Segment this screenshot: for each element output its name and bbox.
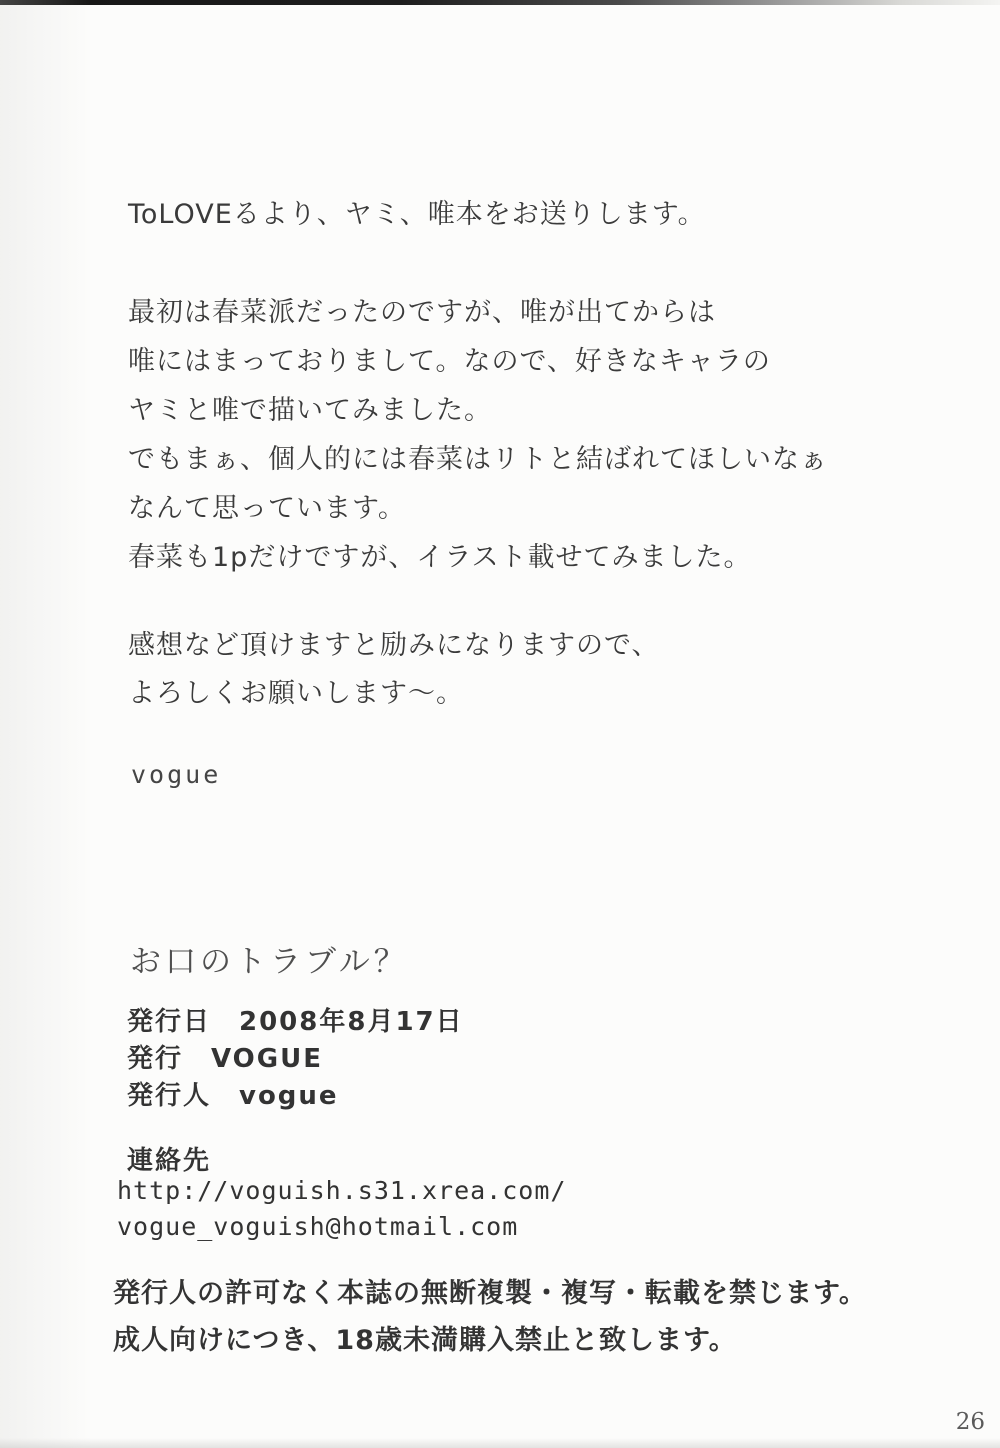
afterword-body-line: 唯にはまっておりまして。なので、好きなキャラの — [128, 346, 771, 377]
afterword-body-line: でもまぁ、個人的には春菜はリトと結ばれてほしいなぁ — [128, 444, 828, 475]
afterword-body-line: なんて思っています。 — [128, 493, 406, 524]
afterword-closing-line: 感想など頂けますと励みになりますので、 — [128, 630, 660, 661]
afterword-closing — [128, 622, 659, 718]
copyright-notice-line: 発行人の許可なく本誌の無断複製・複写・転載を禁じます。 — [113, 1278, 867, 1309]
scan-bottom-shading — [0, 1438, 1000, 1448]
age-restriction-line: 成人向けにつき、18歳未満購入禁止と致します。 — [113, 1325, 737, 1356]
publisher-person-line: 発行人 vogue — [127, 1081, 339, 1111]
scan-left-shading — [0, 0, 90, 1448]
afterword-body-line: 春菜も1pだけですが、イラスト載せてみました。 — [128, 542, 752, 573]
email-address: vogue_voguish@hotmail.com — [117, 1212, 519, 1241]
website-url: http://voguish.s31.xrea.com/ — [117, 1176, 567, 1205]
doujin-title: お口のトラブル？ — [130, 944, 409, 980]
publisher-line: 発行 VOGUE — [127, 1044, 323, 1074]
author-signature: vogue — [131, 760, 222, 789]
afterword-body — [128, 288, 828, 582]
publication-date-line: 発行日 2008年8月17日 — [127, 1007, 464, 1037]
contact-label: 連絡先 — [127, 1146, 212, 1176]
afterword-closing-line: よろしくお願いします～。 — [128, 678, 464, 709]
afterword-body-line: ヤミと唯で描いてみました。 — [128, 395, 492, 426]
copyright-notice — [113, 1270, 867, 1364]
scan-top-edge-artifact — [0, 0, 1000, 5]
afterword-body-line: 最初は春菜派だったのですが、唯が出てからは — [128, 297, 716, 328]
page-number: 26 — [955, 1409, 985, 1435]
publication-info — [127, 1004, 464, 1115]
afterword-intro-line: ToLOVEるより、ヤミ、唯本をお送りします。 — [128, 199, 706, 230]
